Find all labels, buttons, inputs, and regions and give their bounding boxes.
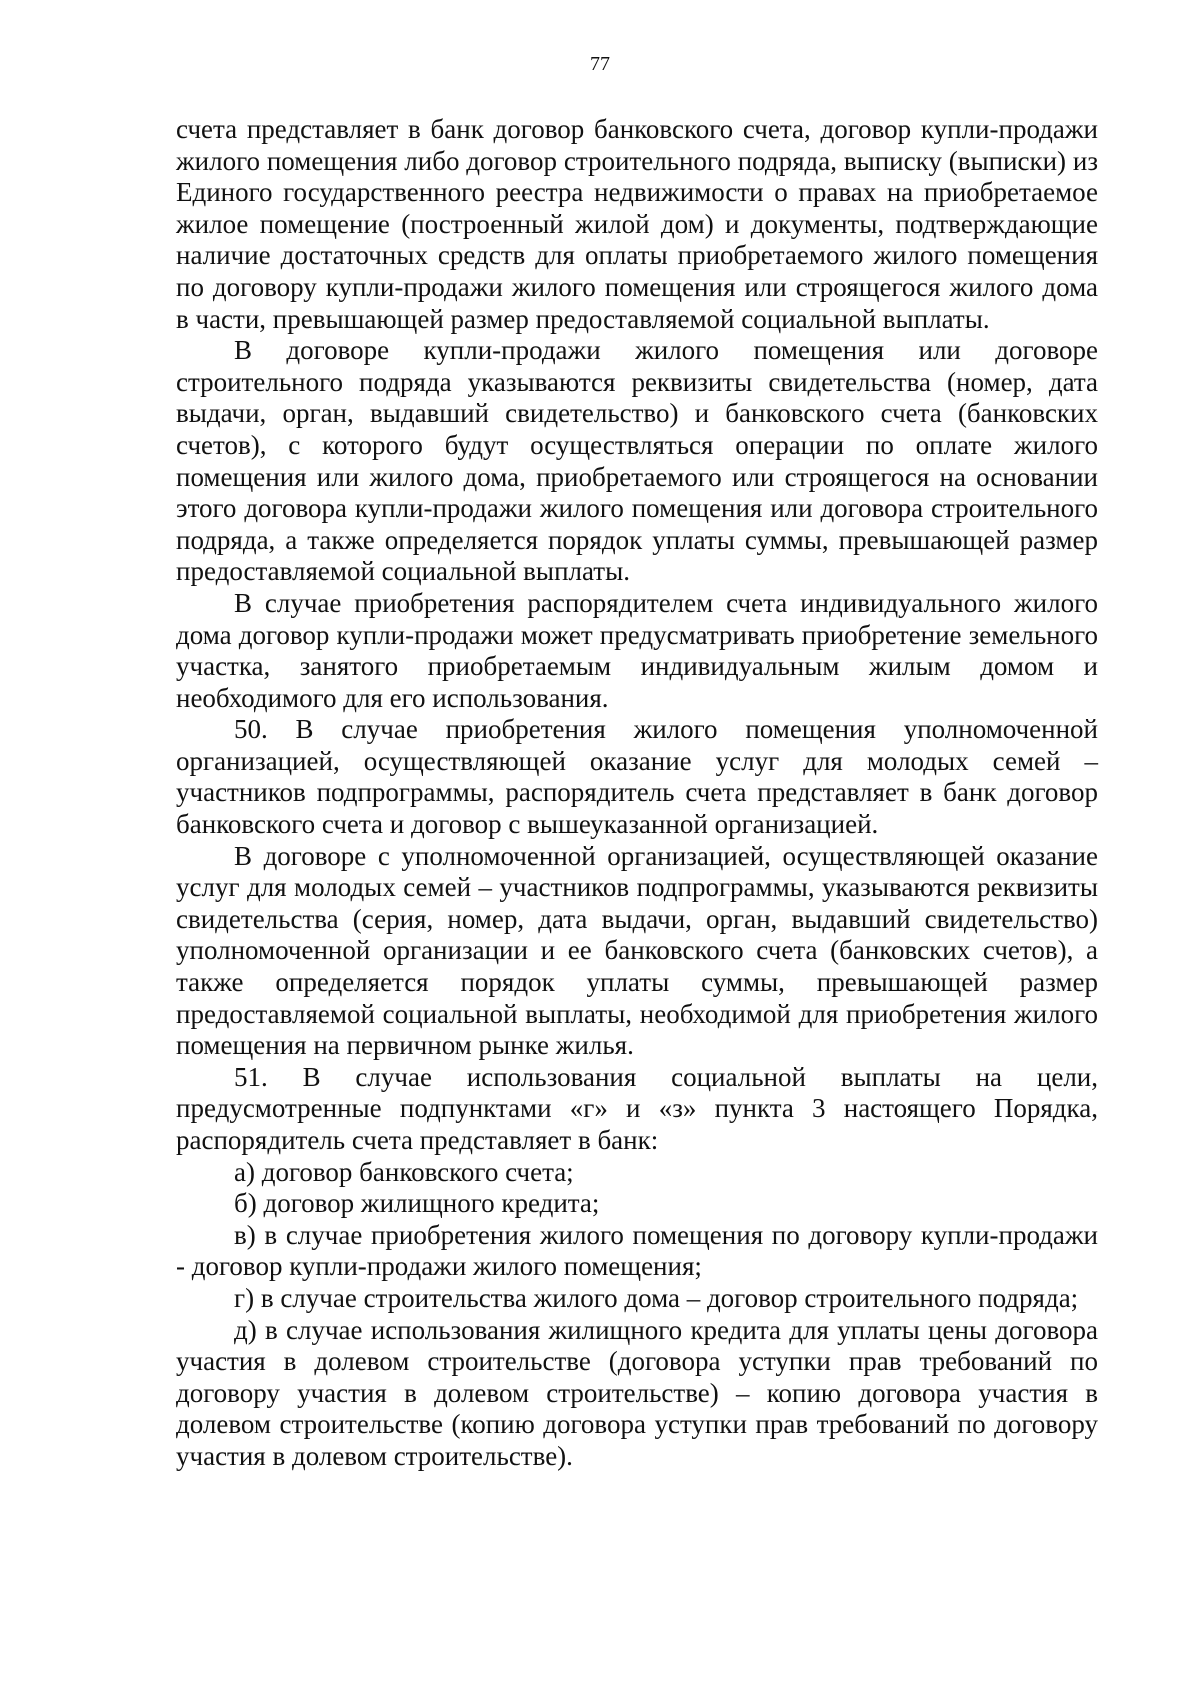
page-number: 77 <box>590 53 610 75</box>
paragraph-item-51: 51. В случае использования социальной выплаты на цели, предусмотренные подпунктами «г» и «з» пункта 3 настоящего Порядка, распорядитель счета представляет в банк: <box>176 1061 1098 1155</box>
list-item-g: г) в случае строительства жилого дома – договор строительного подряда; <box>234 1282 1079 1313</box>
paragraph-item-50: 50. В случае приобретения жилого помещения уполномоченной организацией, осуществляющей оказание услуг для молодых семей – участников подпрограммы, распорядитель счета представляет в банк договор банковского счета и договор с вышеуказанной организацией. <box>176 714 1098 840</box>
list-item-b: б) договор жилищного кредита; <box>234 1188 600 1219</box>
list-item-a: а) договор банковского счета; <box>234 1156 574 1187</box>
paragraph-contract-requisites: В договоре купли-продажи жилого помещения или договоре строительного подряда указываются реквизиты свидетельства (номер, дата выдачи, орган, выдавший свидетельство) и банковского счета (банковских счетов), с которого будут осуществляться операции по оплате жилого помещения или жилого дома, приобретаемого или строящегося на основании этого договора купли-продажи жилого помещения или договора строительного подряда, а также определяется порядок уплаты суммы, превышающей размер предоставляемой социальной выплаты. <box>176 335 1098 587</box>
list-item-d: д) в случае использования жилищного кредита для уплаты цены договора участия в долевом строительстве (договора уступки прав требований по договору участия в долевом строительстве) – копию договора участия в долевом строительстве (копию договора уступки прав требований по договору участия в долевом строительстве). <box>176 1314 1098 1471</box>
list-item-v: в) в случае приобретения жилого помещения по договору купли-продажи - договор купли-продажи жилого помещения; <box>176 1219 1098 1282</box>
paragraph-individual-house: В случае приобретения распорядителем счета индивидуального жилого дома договор купли-продажи может предусматривать приобретение земельного участка, занятого приобретаемым индивидуальным жилым домом и необходимого для его использования. <box>176 587 1098 713</box>
document-body <box>176 114 1098 1473</box>
paragraph-authorized-organization: В договоре с уполномоченной организацией, осуществляющей оказание услуг для молодых семей – участников подпрограммы, указываются реквизиты свидетельства (серия, номер, дата выдачи, орган, выдавший свидетельство) уполномоченной организации и ее банковского счета (банковских счетов), а также определяется порядок уплаты суммы, превышающей размер предоставляемой социальной выплаты, необходимой для приобретения жилого помещения на первичном рынке жилья. <box>176 840 1098 1061</box>
paragraph-continuation: счета представляет в банк договор банковского счета, договор купли-продажи жилого помещения либо договор строительного подряда, выписку (выписки) из Единого государственного реестра недвижимости о правах на приобретаемое жилое помещение (построенный жилой дом) и документы, подтверждающие наличие достаточных средств для оплаты приобретаемого жилого помещения по договору купли-продажи жилого помещения или строящегося жилого дома в части, превышающей размер предоставляемой социальной выплаты. <box>176 114 1098 334</box>
